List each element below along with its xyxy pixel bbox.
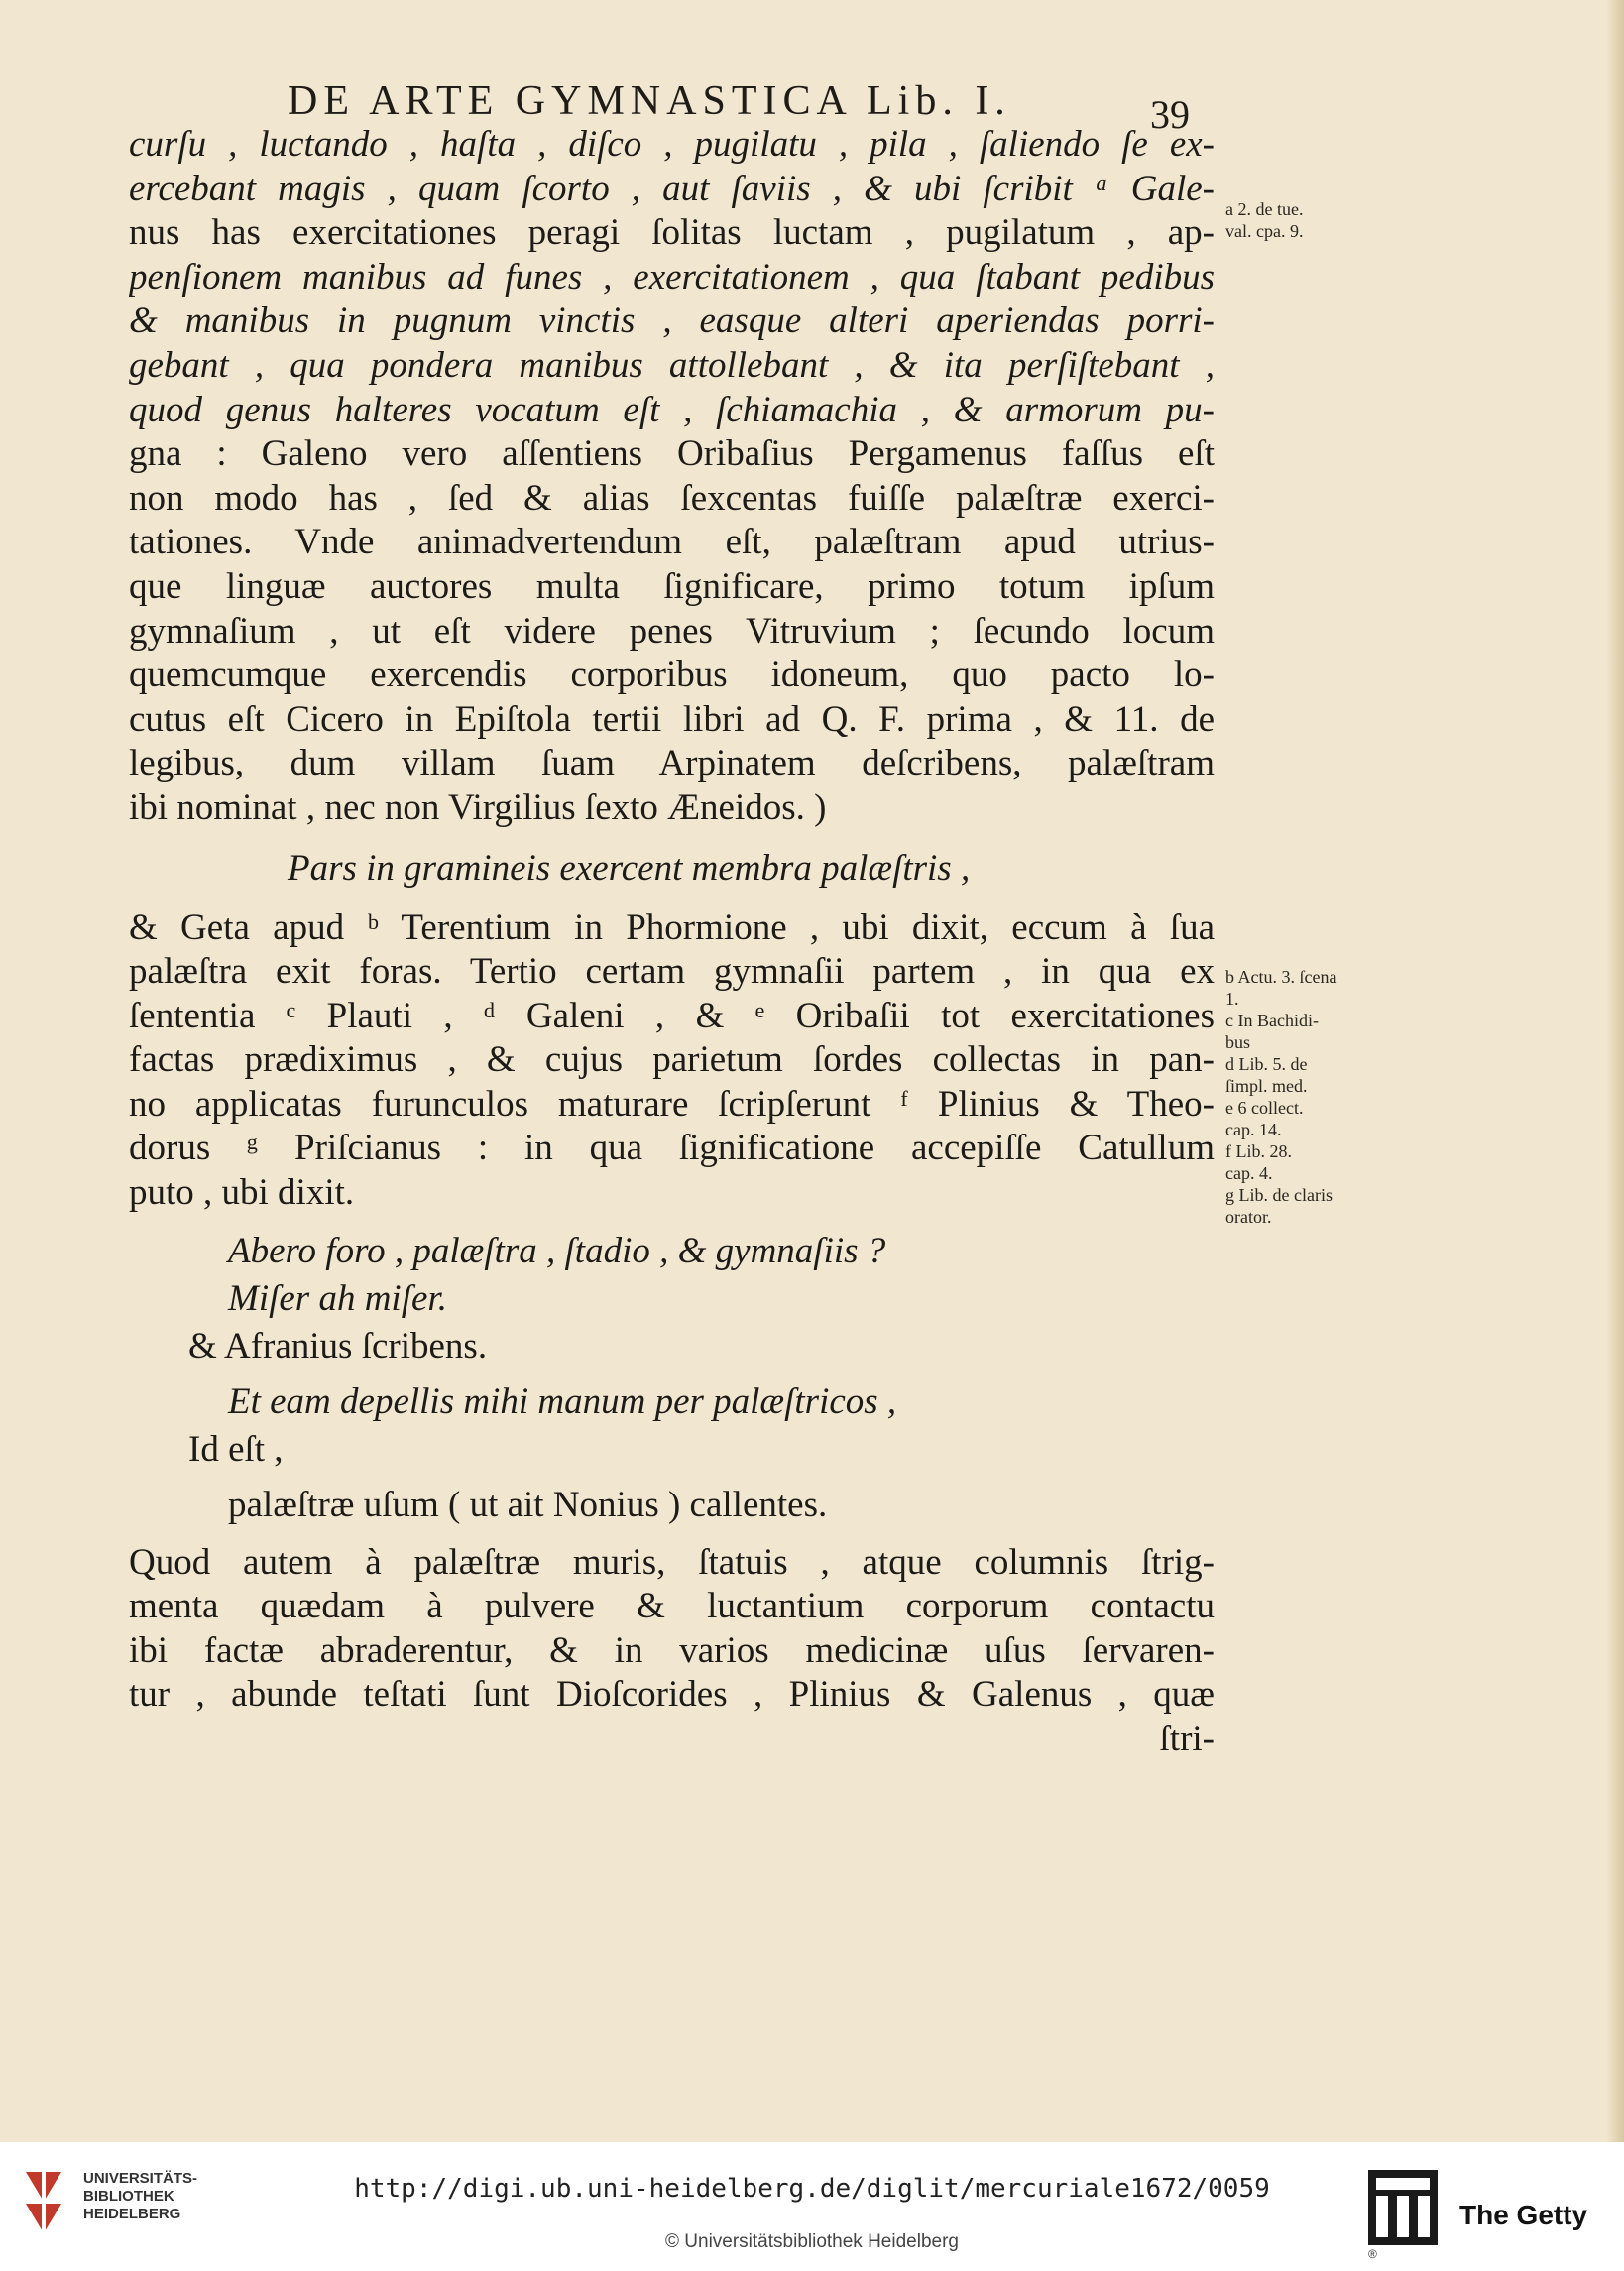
text-line: & manibus in pugnum vinctis , easque alteri aperiendas porri- [129,300,1215,342]
text-line: legibus, dum villam ſuam Arpinatem deſcribens, palæſtram [129,743,1215,784]
text-line: gna : Galeno vero aſſentiens Oribaſius Pergamenus faſſus eſt [129,433,1215,475]
text-line: gymnaſium , ut eſt videre penes Vitruvium ; ſecundo locum [129,610,1215,652]
text-line: factas prædiximus , & cujus parietum ſordes collectas in pan- [129,1039,1215,1081]
margin-note-c: c In Bachidi- bus [1225,1011,1319,1052]
text-line: tur , abunde teſtati ſunt Dioſcorides , Plinius & Galenus , quæ [129,1674,1215,1716]
running-head: DE ARTE GYMNASTICA Lib. I. [288,78,1011,124]
paragraph-3 [129,1541,1215,1718]
margin-note-a: a 2. de tue. val. cpa. 9. [1225,199,1304,241]
text-line: no applicatas furunculos maturare ſcripſerunt ᶠ Plinius & Theo- [129,1083,1215,1125]
verse-virgil: Pars in gramineis exercent membra palæſtris , [288,847,971,889]
afranius-line: & Afranius ſcribens. [188,1325,488,1367]
text-line: puto , ubi dixit. [129,1172,355,1214]
text-line: quemcumque exercendis corporibus idoneum, quo pacto lo- [129,655,1215,696]
text-line: nus has exercitationes peragi ſolitas luctam , pugilatum , ap- [129,212,1215,254]
text-line: palæſtra exit foras. Tertio certam gymnaſii partem , in qua ex [129,951,1215,993]
text-line: dorus ᵍ Priſcianus : in qua ſignificatione accepiſſe Catullum [129,1128,1215,1169]
page-number: 39 [1150,92,1190,137]
viewer-footer [0,2142,1624,2271]
paragraph-1 [129,123,1215,831]
text-line: curſu , luctando , haſta , diſco , pugilatu , pila , ſaliendo ſe ex- [129,124,1215,165]
text-line: ibi nominat , nec non Virgilius ſexto Æneidos. ) [129,786,827,828]
text-line: cutus eſt Cicero in Epiſtola tertii libri ad Q. F. prima , & 11. de [129,698,1215,740]
text-line: ercebant magis , quam ſcorto , aut ſaviis , & ubi ſcribit ᵃ Gale- [129,168,1215,209]
text-line: menta quædam à pulvere & luctantium corporum contactu [129,1586,1215,1627]
verse-catullus-1: Abero foro , palæſtra , ſtadio , & gymnaſiis ? [228,1230,886,1271]
text-line: ſententia ᶜ Plauti , ᵈ Galeni , & ᵉ Oribaſii tot exercitationes [129,995,1215,1036]
text-line: & Geta apud ᵇ Terentium in Phormione , ubi dixit, eccum à ſua [129,906,1215,948]
page-url[interactable]: http://digi.ub.uni-heidelberg.de/diglit/mercuriale1672/0059 [354,2174,1270,2204]
university-library-name: UNIVERSITÄTS- BIBLIOTHEK HEIDELBERG [83,2170,198,2222]
verse-afranius: Et eam depellis mihi manum per palæſtricos , [228,1380,897,1422]
text-line: quod genus halteres vocatum eſt , ſchiamachia , & armorum pu- [129,389,1215,430]
page-edge [1606,0,1624,2142]
getty-name[interactable]: The Getty [1459,2200,1588,2230]
text-line: que linguæ auctores multa ſignificare, primo totum ipſum [129,565,1215,607]
margin-note-f: f Lib. 28. cap. 4. [1225,1141,1292,1183]
registered-mark: ® [1368,2247,1377,2261]
copyright-notice: © Universitätsbibliothek Heidelberg [665,2231,959,2252]
text-line: gebant , qua pondera manibus attollebant , & ita perſiſtebant , [129,344,1215,386]
margin-note-b: b Actu. 3. ſcena 1. [1225,967,1337,1009]
palaestrae-usum-line: palæſtræ uſum ( ut ait Nonius ) callentes. [228,1484,828,1525]
main-text [129,123,1215,1762]
text-line: ibi factæ abraderentur, & in varios medicinæ uſus ſervaren- [129,1629,1215,1671]
margin-note-d: d Lib. 5. de ſimpl. med. [1225,1054,1308,1096]
margin-note-g: g Lib. de claris orator. [1225,1185,1333,1227]
id-est-line: Id eſt , [188,1428,284,1470]
verse-catullus-2: Miſer ah miſer. [228,1277,447,1319]
catchword: ſtri- [1159,1719,1215,1760]
getty-logo-icon [1368,2170,1438,2245]
text-line: tationes. Vnde animadvertendum eſt, palæſtram apud utrius- [129,522,1215,563]
text-line: penſionem manibus ad funes , exercitationem , qua ſtabant pedibus [129,256,1215,298]
margin-note-e: e 6 collect. cap. 14. [1225,1098,1304,1139]
text-line: Quod autem à palæſtræ muris, ſtatuis , atque columnis ſtrig- [129,1541,1215,1583]
text-line: non modo has , ſed & alias ſexcentas fuiſſe palæſtræ exerci- [129,477,1215,519]
paragraph-2 [129,906,1215,1216]
